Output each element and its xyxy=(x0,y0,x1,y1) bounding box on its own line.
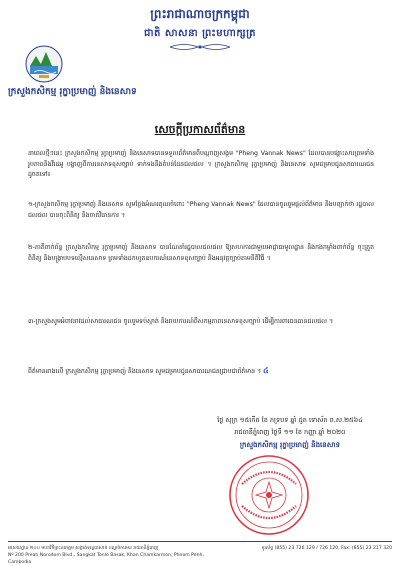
kingdom-header: ព្រះរាជាណាចក្រកម្ពុជា xyxy=(150,7,250,21)
paragraph-point-1: ១-ក្រសួងកសិកម្ម រុក្ខាប្រមាញ់ និងនេសាទ សូមថ្លែងអំណរគុណចំពោះ "Pheng Vannak News" ដែលបានចូលរួមផ្តល់ព័ត៌មាន និងបញ្ជាក់ថា រដ្ឋបាលជលផល បានចុះពិនិត្យ និងចាត់វិធានការ ។ xyxy=(28,201,374,219)
footer-divider xyxy=(8,541,392,542)
paragraph-closing xyxy=(28,366,374,378)
paragraph-point-2: ២-ភាគីពាក់ព័ន្ធ ក្រសួងកសិកម្ម រុក្ខាប្រមាញ់ និងនេសាទ បានណែនាំរដ្ឋបាលជលផល ឱ្យសហការជាមួយអាជ្ញាធរមូលដ្ឋាន និងកងកម្លាំងពាក់ព័ន្ធ ចុះត្រួតពិនិត្យ និងបង្ក្រាបបទល្មើសនេសាទ ព្រមទាំងដកហូតឧបករណ៍នេសាទខុសច្បាប់ និងអនុវត្តច្បាប់តាមនីតិវិធី ។ xyxy=(28,244,374,262)
paragraph-intro: នាពេលថ្មីៗនេះ ក្រសួងកសិកម្ម រុក្ខាប្រមាញ់ និងនេសាទបានទទួលព័ត៌មានពីបណ្តាញសង្គម "Pheng Vannak News" ដែលបានបង្ហោះសារព្រមទាំងរូបភាពនិងវីដេអូ បង្ហាញពីការនេសាទខុសច្បាប់ ទាក់ទងនឹងតំបន់ដែនជលផល ។ ក្រសួងកសិកម្ម រុក្ខាប្រមាញ់ និងនេសាទ សូមជម្រាបជូនសាធារណជនដូចតទៅ៖ xyxy=(28,150,374,179)
footer-contact: ទូរស័ព្ទ (855) 23 726 129 / 726 120, Fax: (855) 23 217 320 xyxy=(261,546,392,551)
official-seal-icon xyxy=(228,454,310,536)
ornament-divider xyxy=(168,42,232,52)
footer-address xyxy=(8,545,208,566)
national-motto: ជាតិ សាសនា ព្រះមហាក្សត្រ xyxy=(144,28,256,39)
solar-date: រាជធានីភ្នំពេញ ថ្ងៃទី ១១ ខែ កញ្ញា ឆ្នាំ ២០២០ xyxy=(234,428,346,436)
ministry-logo-icon xyxy=(22,44,66,84)
handwritten-number: ៤ xyxy=(263,366,269,375)
footer-address-english: Nº 200 Preah Norodom Blvd., Sangkat Tonle Basak, Khan Chamkarmon, Phnom Penh, Cambodia xyxy=(8,553,204,565)
document-title: សេចក្តីប្រកាសព័ត៌មាន xyxy=(154,123,246,136)
lunar-date: ថ្ងៃ សុក្រ ១៥កើត ខែ ភទ្របទ ឆ្នាំ ជូត ទោស័ក ព.ស.២៥៦៤ xyxy=(217,416,363,424)
paragraph-point-3: ៣-ក្រសួងសូមអំពាវនាវដល់សាធារណជន ចូលរួមទប់ស្កាត់ និងរាយការណ៍ពីសកម្មភាពនេសាទខុសច្បាប់ ដើម្បីការពារធនធានជលផល ។ xyxy=(28,318,334,325)
ministry-name: ក្រសួងកសិកម្ម រុក្ខាប្រមាញ់ និងនេសាទ xyxy=(8,87,137,97)
closing-text: ពីត៌មានខាងលើ ក្រសួងកសិកម្ម រុក្ខាប្រមាញ់ និងនេសាទ សូមជម្រាបជូនសាធារណជនជ្រាបជាព័ត៌មាន ។ xyxy=(28,368,262,375)
footer-address-khmer: អាសយដ្ឋាន ២០០ មហាវិថីព្រះនរោត្តម សង្កាត់ទន្លេបាសាក់ ខណ្ឌចំការមន រាជធានីភ្នំពេញ xyxy=(8,546,159,551)
signature-organization: ក្រសួងកសិកម្ម រុក្ខាប្រមាញ់ និងនេសាទ xyxy=(239,441,341,449)
